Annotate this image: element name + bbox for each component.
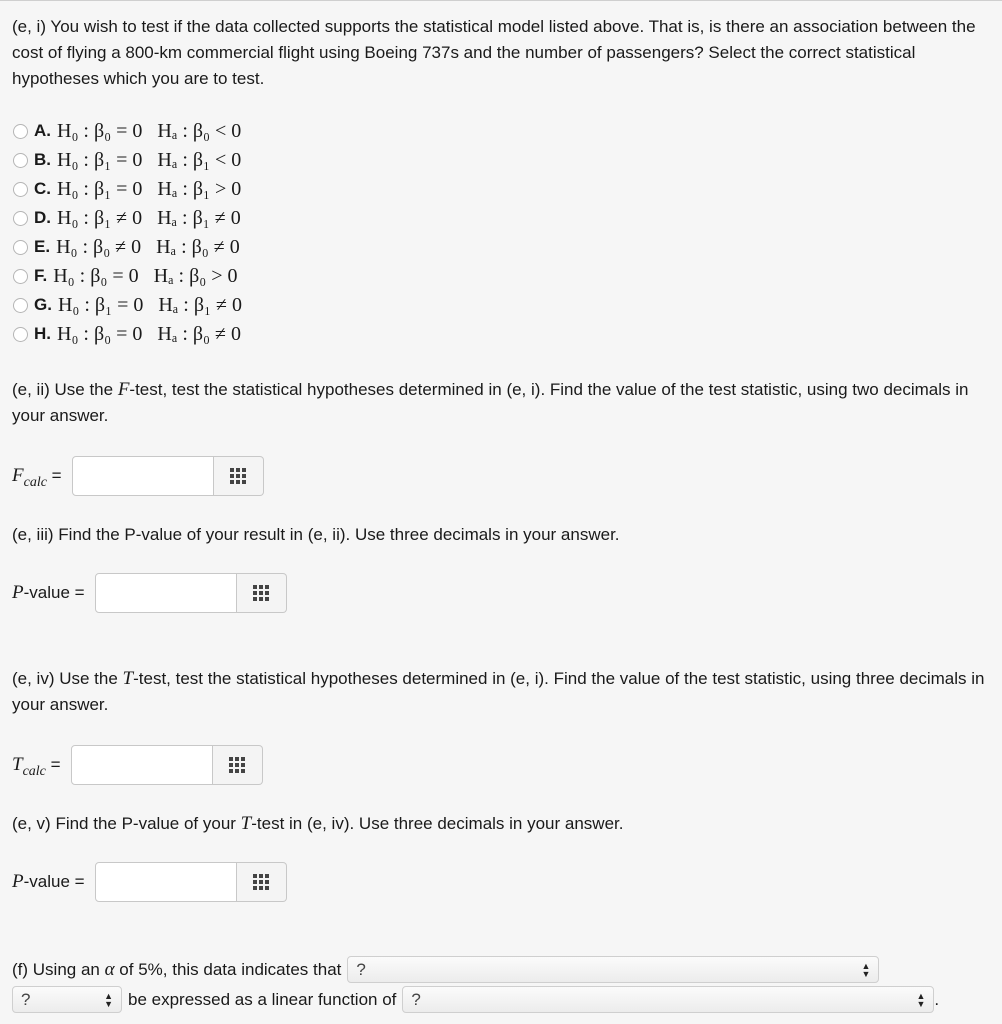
t-variable: T: [240, 813, 252, 834]
option-letter: G.: [34, 295, 52, 314]
updown-arrows-icon: ▲ ▼: [861, 960, 871, 979]
question-e-iii-text: (e, iii) Find the P-value of your result in (e, ii). Use three decimals in your answer.: [12, 525, 620, 544]
alpha-symbol: α: [104, 958, 115, 980]
question-e-i-text: (e, i) You wish to test if the data collected supports the statistical model listed above. That is, is there an association between the cost of flying a 800-km commercial flight using Boeing 737s and the number of passengers? Select the correct statistical hypotheses which you are to test.: [12, 17, 976, 88]
f-calc-label: $F_{calc}$ =: [12, 465, 62, 490]
question-f-line-1: [12, 956, 879, 983]
option-hypotheses: H₀ : β₀ = 0 Hₐ : β₀ > 0: [53, 264, 238, 287]
option-hypotheses: H₀ : β₀ = 0 Hₐ : β₀ < 0: [57, 119, 242, 142]
radio-button[interactable]: [13, 153, 28, 168]
variable-select[interactable]: ? ▲ ▼: [402, 986, 934, 1013]
p-value-1-row: [12, 573, 287, 613]
option-letter: A.: [34, 121, 51, 140]
option-letter: D.: [34, 208, 51, 227]
updown-arrows-icon: ▲ ▼: [916, 990, 926, 1009]
radio-button[interactable]: [13, 298, 28, 313]
option-letter: C.: [34, 179, 51, 198]
option-hypotheses: H₀ : β₁ ≠ 0 Hₐ : β₁ ≠ 0: [57, 206, 241, 229]
t-calc-row: [12, 745, 263, 785]
radio-button[interactable]: [13, 211, 28, 226]
hypothesis-option[interactable]: [12, 205, 241, 231]
option-hypotheses: H₀ : β₁ = 0 Hₐ : β₁ > 0: [57, 177, 242, 200]
f-variable: F: [117, 379, 130, 400]
option-letter: E.: [34, 237, 51, 256]
can-cannot-select[interactable]: ? ▲ ▼: [12, 986, 122, 1013]
question-e-v-text: (e, v) Find the P-value of your T-test in (e, iv). Use three decimals in your answer.: [12, 813, 624, 834]
p-value-2-input[interactable]: [95, 862, 237, 902]
question-e-ii-text: (e, ii) Use the F-test, test the statistical hypotheses determined in (e, i). Find the value of the test statistic, using two decimals in your answer.: [12, 379, 969, 425]
grid-icon: [230, 468, 246, 484]
grid-icon: [253, 874, 269, 890]
p-value-2-label: P-value =: [12, 871, 85, 892]
radio-button[interactable]: [13, 240, 28, 255]
option-letter: F.: [34, 266, 48, 285]
p-value-1-grid-button[interactable]: [237, 573, 287, 613]
question-e-iv-text: (e, iv) Use the T-test, test the statistical hypotheses determined in (e, i). Find the value of the test statistic, using three decimals in your answer.: [12, 668, 985, 714]
hypothesis-option[interactable]: [12, 118, 241, 144]
t-calc-label: $T_{calc}$ =: [12, 754, 61, 779]
radio-button[interactable]: [13, 327, 28, 342]
question-f-text-a: (f) Using an: [12, 959, 105, 979]
option-hypotheses: H₀ : β₁ = 0 Hₐ : β₁ < 0: [57, 148, 242, 171]
hypothesis-option[interactable]: [12, 292, 242, 318]
question-f-text-c: be expressed as a linear function of: [128, 989, 397, 1009]
top-divider: [0, 0, 1002, 1]
radio-button[interactable]: [13, 182, 28, 197]
hypothesis-option[interactable]: [12, 147, 241, 173]
period: .: [934, 989, 940, 1009]
f-calc-row: [12, 456, 264, 496]
hypothesis-option[interactable]: [12, 263, 238, 289]
conclusion-select[interactable]: ? ▲ ▼: [347, 956, 879, 983]
updown-arrows-icon: ▲ ▼: [104, 990, 113, 1009]
option-letter: B.: [34, 150, 51, 169]
radio-button[interactable]: [13, 269, 28, 284]
grid-icon: [229, 757, 245, 773]
p-value-1-label: P-value =: [12, 582, 85, 603]
hypothesis-option[interactable]: [12, 176, 241, 202]
p-value-1-input[interactable]: [95, 573, 237, 613]
radio-button[interactable]: [13, 124, 28, 139]
question-f-line-2: [12, 986, 939, 1013]
p-value-2-row: [12, 862, 287, 902]
t-variable: T: [122, 668, 134, 689]
p-value-2-grid-button[interactable]: [237, 862, 287, 902]
option-hypotheses: H₀ : β₀ = 0 Hₐ : β₀ ≠ 0: [57, 322, 241, 345]
hypothesis-option[interactable]: [12, 234, 240, 260]
grid-icon: [253, 585, 269, 601]
question-f-text-b: of 5%, this data indicates that: [114, 959, 342, 979]
t-calc-input[interactable]: [71, 745, 213, 785]
f-calc-input[interactable]: [72, 456, 214, 496]
f-calc-grid-button[interactable]: [214, 456, 264, 496]
option-hypotheses: H₀ : β₀ ≠ 0 Hₐ : β₀ ≠ 0: [56, 235, 240, 258]
hypothesis-option[interactable]: [12, 321, 241, 347]
option-hypotheses: H₀ : β₁ = 0 Hₐ : β₁ ≠ 0: [57, 293, 242, 316]
option-letter: H.: [34, 324, 51, 343]
t-calc-grid-button[interactable]: [213, 745, 263, 785]
